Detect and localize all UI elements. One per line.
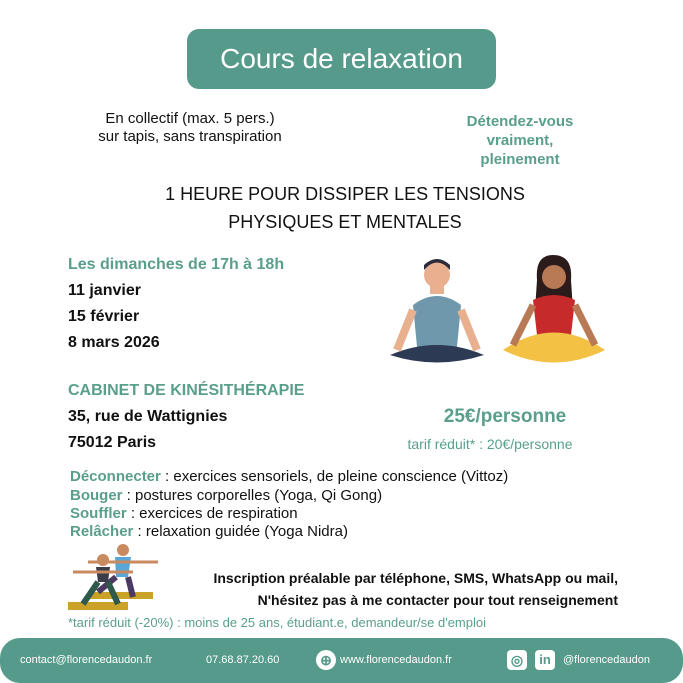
activity-desc: : exercices de respiration — [126, 505, 298, 522]
activity-desc: : exercices sensoriels, de pleine conscience (Vittoz) — [160, 468, 509, 485]
activity-name: Souffler — [70, 505, 127, 522]
activity-item — [70, 504, 298, 523]
inscription-line: N'hésitez pas à me contacter pour tout renseignement — [257, 592, 618, 608]
linkedin-icon[interactable]: in — [535, 650, 555, 670]
yoga-pose-illustration — [68, 542, 163, 614]
website-link[interactable]: www.florencedaudon.fr — [340, 654, 452, 666]
reduced-rate-note: *tarif réduit (-20%) : moins de 25 ans, étudiant.e, demandeur/se d'emploi — [68, 615, 486, 630]
price: 25€/personne — [443, 406, 567, 427]
date: 8 mars 2026 — [68, 334, 160, 351]
email-link[interactable]: contact@florencedaudon.fr — [20, 654, 153, 666]
activity-desc: : postures corporelles (Yoga, Qi Gong) — [122, 487, 383, 504]
date: 15 février — [68, 308, 140, 325]
subtitle-line: En collectif (max. 5 pers.) — [105, 110, 275, 127]
tagline-line: pleinement — [480, 151, 560, 168]
headline — [100, 180, 590, 236]
tagline-line: Détendez-vous — [466, 113, 574, 130]
activity-desc: : relaxation guidée (Yoga Nidra) — [133, 523, 348, 540]
inscription-line: Inscription préalable par téléphone, SMS, WhatsApp ou mail, — [213, 570, 618, 586]
page-title: Cours de relaxation — [187, 29, 496, 89]
social-handle[interactable]: @florencedaudon — [563, 654, 651, 666]
activity-item — [70, 486, 382, 505]
date: 11 janvier — [68, 282, 141, 299]
footer — [0, 638, 683, 683]
tagline — [440, 112, 600, 169]
activity-name: Bouger — [70, 487, 123, 504]
meditation-illustration — [385, 255, 615, 370]
tagline-line: vraiment, — [486, 132, 554, 149]
activity-name: Déconnecter — [70, 468, 161, 485]
activity-item — [70, 467, 508, 486]
activity-name: Relâcher — [70, 523, 134, 540]
address-line: 35, rue de Wattignies — [68, 408, 228, 425]
activity-item — [70, 522, 348, 541]
globe-icon: ⊕ — [316, 650, 336, 670]
address-line: 75012 Paris — [68, 434, 157, 451]
man-meditating-icon — [390, 259, 484, 363]
phone-number[interactable]: 07.68.87.20.60 — [206, 654, 280, 666]
instagram-icon[interactable]: ◎ — [507, 650, 527, 670]
headline-line: PHYSIQUES ET MENTALES — [228, 212, 462, 232]
location-label: CABINET DE KINÉSITHÉRAPIE — [68, 382, 305, 399]
subtitle-line: sur tapis, sans transpiration — [98, 128, 282, 145]
schedule-label: Les dimanches de 17h à 18h — [68, 256, 285, 273]
headline-line: 1 HEURE POUR DISSIPER LES TENSIONS — [165, 184, 525, 204]
subtitle — [60, 110, 320, 146]
reduced-price: tarif réduit* : 20€/personne — [407, 436, 573, 452]
woman-meditating-icon — [503, 255, 605, 363]
